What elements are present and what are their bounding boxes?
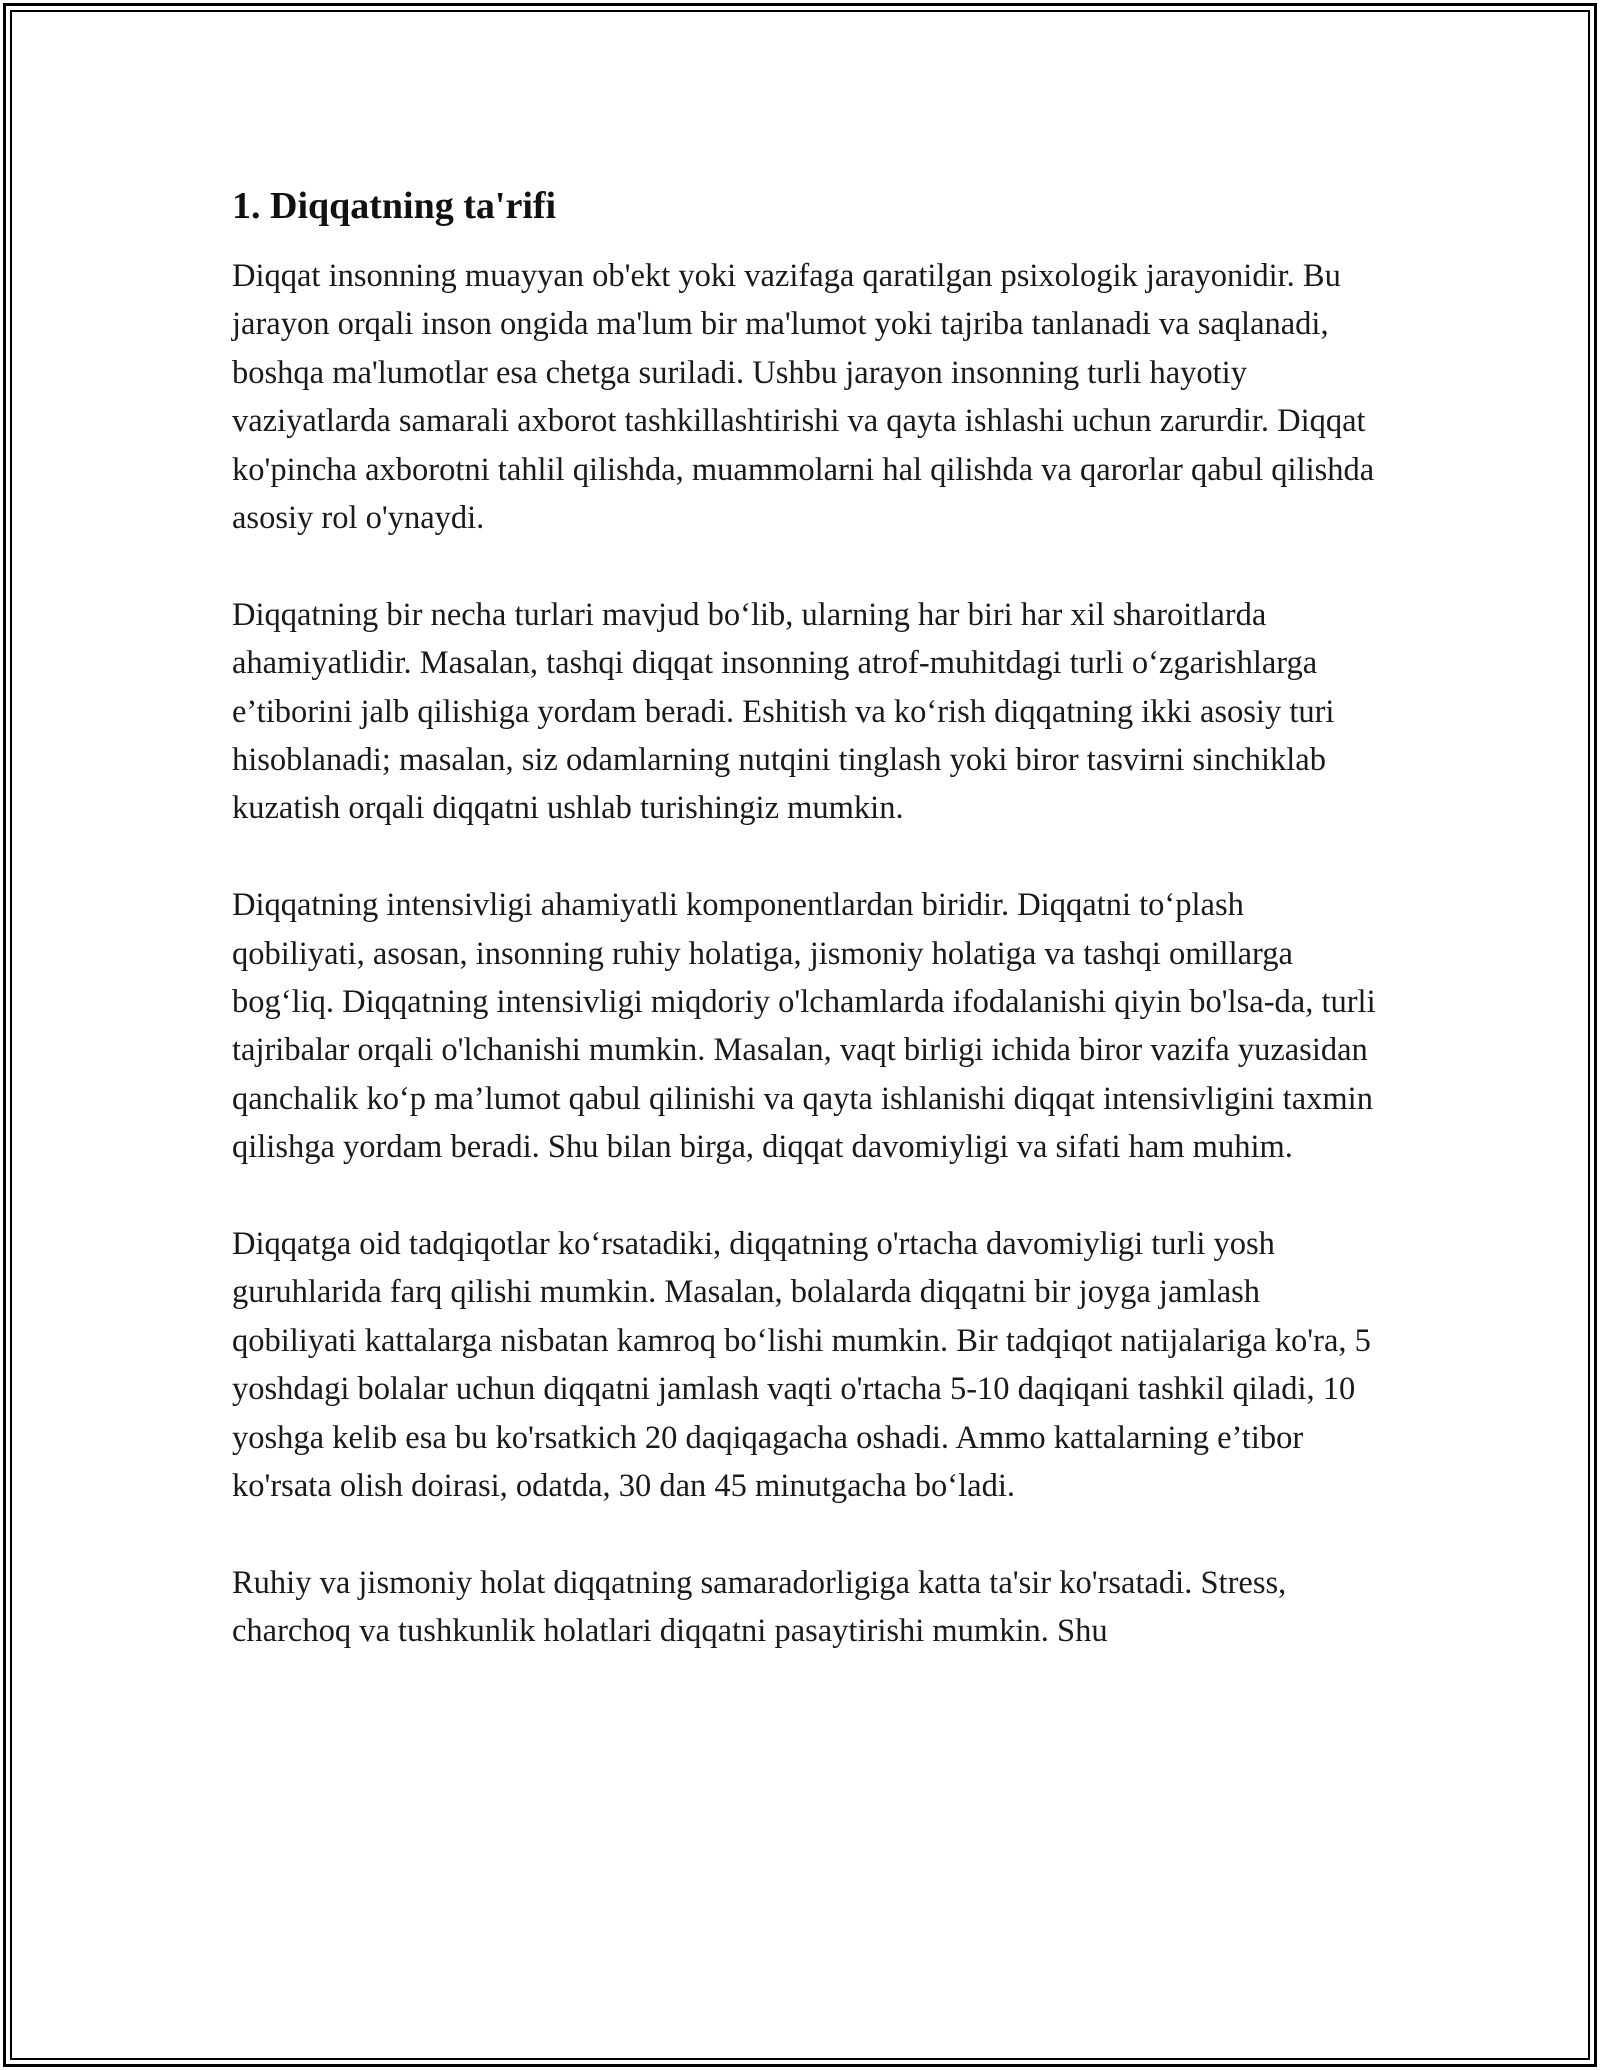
section-heading: 1. Diqqatning ta'rifi [232,185,557,227]
paragraph-research: Diqqatga oid tadqiqotlar ko‘rsatadiki, diqqatning o'rtacha davomiyligi turli yosh guruhlarida farq qilishi mumkin. Masalan, bolalarda diqqatni bir joyga jamlash qobiliyati kattalarga nisbatan kamroq bo‘lishi mumkin. Bir tadqiqot natijalariga ko'ra, 5 yoshdagi bolalar uchun diqqatni jamlash vaqti o'rtacha 5-10 daqiqani tashkil qiladi, 10 yoshga kelib esa bu ko'rsatkich 20 daqiqagacha oshadi. Ammo kattalarning e’tibor ko'rsata olish doirasi, odatda, 30 dan 45 minutgacha bo‘ladi. [232,1226,1371,1505]
paragraph-state: Ruhiy va jismoniy holat diqqatning samaradorligiga katta ta'sir ko'rsatadi. Stress, charchoq va tushkunlik holatlari diqqatni pasaytirishi mumkin. Shu [232,1564,1287,1650]
document-body [232,180,1377,1704]
paragraph-types: Diqqatning bir necha turlari mavjud bo‘lib, ularning har biri har xil sharoitlarda ahamiyatlidir. Masalan, tashqi diqqat insonning atrof-muhitdagi turli o‘zgarishlarga e’tiborini jalb qilishiga yordam beradi. Eshitish va ko‘rish diqqatning ikki asosiy turi hisoblanadi; masalan, siz odamlarning nutqini tinglash yoki biror tasvirni sinchiklab kuzatish orqali diqqatni ushlab turishingiz mumkin. [232,596,1335,827]
paragraph-definition: Diqqat insonning muayyan ob'ekt yoki vazifaga qaratilgan psixologik jarayonidir. Bu jarayon orqali inson ongida ma'lum bir ma'lumot yoki tajriba tanlanadi va saqlanadi, boshqa ma'lumotlar esa chetga suriladi. Ushbu jarayon insonning turli hayotiy vaziyatlarda samarali axborot tashkillashtirishi va qayta ishlashi uchun zarurdir. Diqqat ko'pincha axborotni tahlil qilishda, muammolarni hal qilishda va qarorlar qabul qilishda asosiy rol o'ynaydi. [232,258,1375,537]
paragraph-intensity: Diqqatning intensivligi ahamiyatli komponentlardan biridir. Diqqatni to‘plash qobiliyati, asosan, insonning ruhiy holatiga, jismoniy holatiga va tashqi omillarga bog‘liq. Diqqatning intensivligi miqdoriy o'lchamlarda ifodalanishi qiyin bo'lsa-da, turli tajribalar orqali o'lchanishi mumkin. Masalan, vaqt birligi ichida biror vazifa yuzasidan qanchalik ko‘p ma’lumot qabul qilinishi va qayta ishlanishi diqqat intensivligini taxmin qilishga yordam beradi. Shu bilan birga, diqqat davomiyligi va sifati ham muhim. [232,887,1376,1166]
